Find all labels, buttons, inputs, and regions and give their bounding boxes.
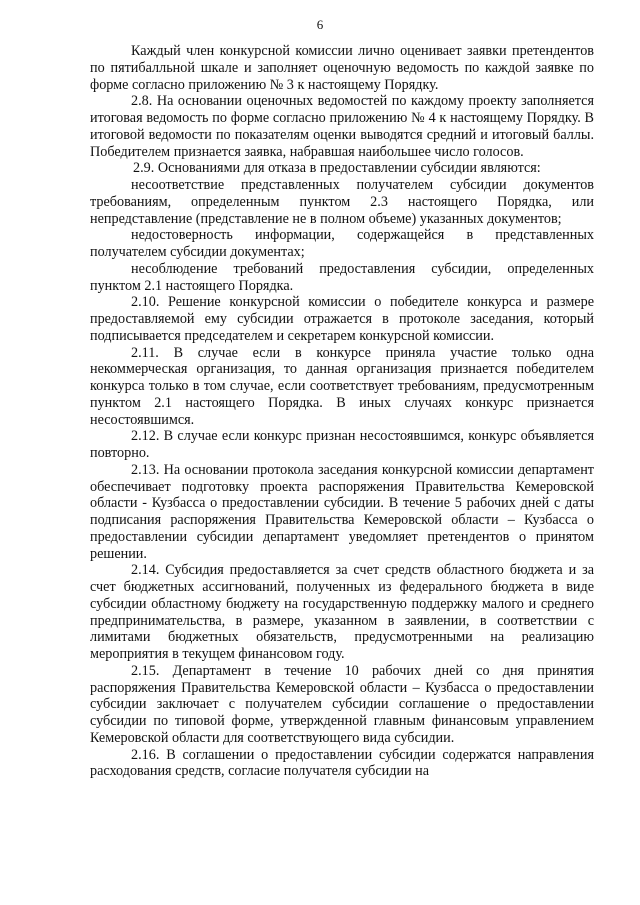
- paragraph-2-10: 2.10. Решение конкурсной комиссии о победителе конкурса и размере предоставляемой ему субсидии отражается в протоколе заседания, который подписывается председателем и секретарем конкурсной комиссии.: [90, 294, 594, 344]
- list-item-noncompliance: несоответствие представленных получателем субсидии документов требованиям, определенным пунктом 2.3 настоящего Порядка, или непредставление (представление не в полном объеме) указанных документов;: [90, 177, 594, 227]
- paragraph-2-12: 2.12. В случае если конкурс признан несостоявшимся, конкурс объявляется повторно.: [90, 428, 594, 461]
- paragraph-member-evaluation: Каждый член конкурсной комиссии лично оценивает заявки претендентов по пятибалльной шкале и заполняет оценочную ведомость по каждой заявке по форме согласно приложению № 3 к настоящему Порядку.: [90, 43, 594, 93]
- paragraph-2-13: 2.13. На основании протокола заседания конкурсной комиссии департамент обеспечивает подготовку проекта распоряжения Правительства Кемеровской области - Кузбасса о предоставлении субсидии. В течение 5 рабочих дней с даты подписания распоряжения Правительства Кемеровской области – Кузбасса о предоставлении субсидии департамент уведомляет претендентов о принятом решении.: [90, 461, 594, 562]
- list-item-requirements: несоблюдение требований предоставления субсидии, определенных пунктом 2.1 настоящего Порядка.: [90, 260, 594, 294]
- page-number: 6: [316, 17, 324, 32]
- list-item-unreliability: недостоверность информации, содержащейся в представленных получателем субсидии документах;: [90, 227, 594, 260]
- paragraph-2-11: 2.11. В случае если в конкурсе приняла участие только одна некоммерческая организация, то данная организация признается победителем конкурса только в том случае, если соответствует требованиям, предусмотренным пунктом 2.1 настоящего Порядка. В иных случаях конкурс признается несостоявшимся.: [90, 344, 594, 428]
- paragraph-2-9: 2.9. Основаниями для отказа в предоставлении субсидии являются:: [133, 160, 541, 177]
- paragraph-2-15: 2.15. Департамент в течение 10 рабочих дней со дня принятия распоряжения Правительства Кемеровской области – Кузбасса о предоставлении субсидии заключает с получателем субсидии соглашение о предоставлении субсидии по типовой форме, утвержденной главным финансовым управлением Кемеровской области для соответствующего вида субсидии.: [90, 662, 594, 746]
- document-body: [90, 43, 594, 780]
- paragraph-2-8: 2.8. На основании оценочных ведомостей по каждому проекту заполняется итоговая ведомость по форме согласно приложению № 4 к настоящему Порядку. В итоговой ведомости по показателям оценки выводятся средний и итоговый баллы. Победителем признается заявка, набравшая наибольшее число голосов.: [90, 93, 594, 160]
- paragraph-2-14: 2.14. Субсидия предоставляется за счет средств областного бюджета и за счет бюджетных ассигнований, полученных из федерального бюджета в виде субсидии областному бюджету на государственную поддержку малого и среднего предпринимательства, в размере, указанном в заявлении, в соответствии с лимитами бюджетных обязательств, предусмотренными на реализацию мероприятия в текущем финансовом году.: [90, 562, 594, 662]
- paragraph-2-16: 2.16. В соглашении о предоставлении субсидии содержатся направления расходования средств, согласие получателя субсидии на: [90, 746, 594, 780]
